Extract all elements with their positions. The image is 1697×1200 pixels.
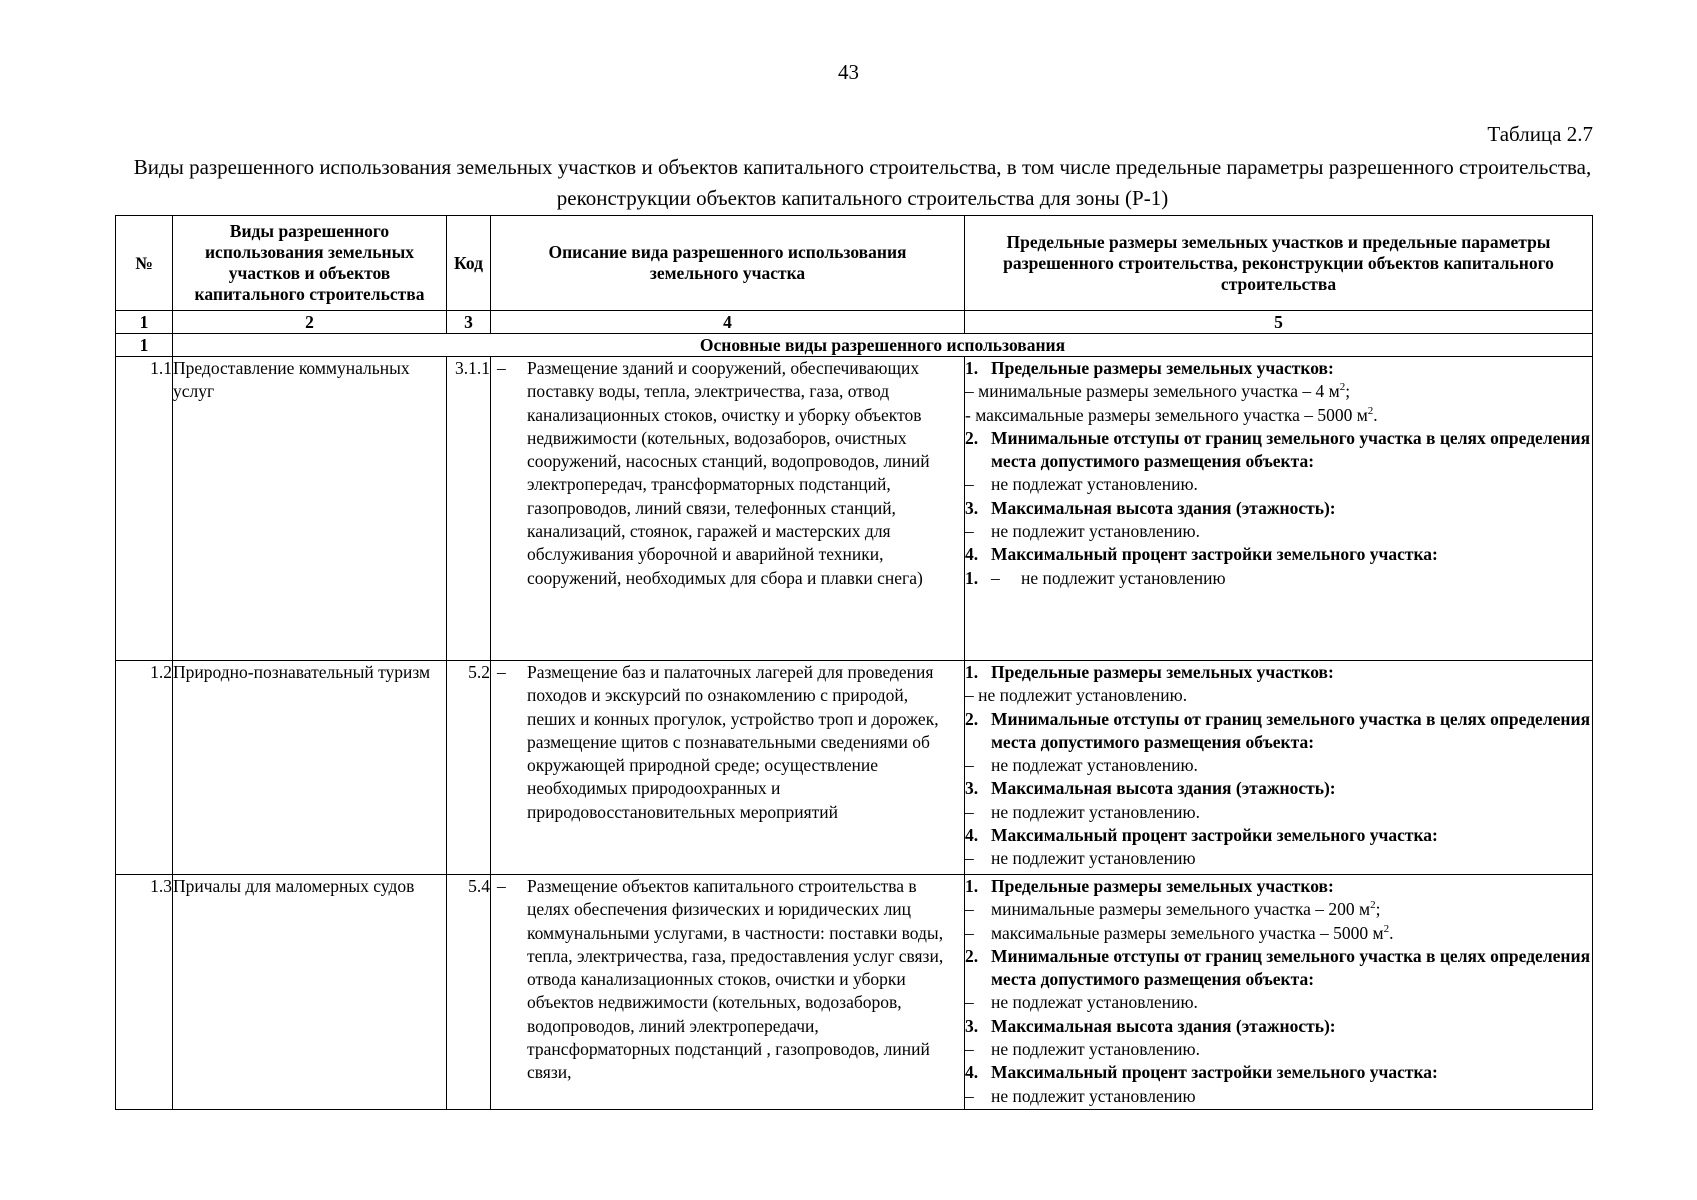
dash-marker: –: [965, 755, 974, 776]
param-heading: Максимальная высота здания (этажность):: [991, 1015, 1336, 1036]
page-number: 43: [838, 60, 859, 84]
row-desc: Размещение зданий и сооружений, обеспечивающих поставку воды, тепла, электричества, газа, отвод канализационных стоков, очистку и уборку объектов недвижимости (котельных, водозаборов, очистных сооружений, насосных станций, водопроводов, линий электропередач, трансформаторных подстанций, газопроводов, линий связи, телефонных станций, канализаций, стоянок, гаражей и мастерских для обслуживания уборочной и аварийной техники, сооружений, необходимых для сбора и плавки снега): [527, 358, 930, 588]
dash-marker: –: [965, 521, 974, 542]
param-value: не подлежат установлению.: [991, 755, 1198, 776]
row-desc-cell: [491, 875, 965, 1110]
col-number: 3: [447, 311, 491, 334]
col-number: 4: [491, 311, 965, 334]
table-header-row: [116, 216, 1593, 311]
param-value: не подлежат установлению.: [991, 992, 1198, 1013]
param-value: не подлежит установлению: [991, 1085, 1196, 1106]
param-value: не подлежит установлению.: [991, 521, 1200, 542]
row-params: [965, 875, 1593, 1110]
list-number: 1.: [965, 876, 979, 896]
param-value: не подлежит установлению.: [991, 1039, 1200, 1060]
table-row: [116, 875, 1593, 1110]
dash-marker: –: [965, 1085, 974, 1106]
header-desc: Описание вида разрешенного использования земельного участка: [491, 216, 965, 311]
dash-marker: –: [965, 992, 974, 1013]
param-heading: Минимальные отступы от границ земельного участка в целях определения места допустимого размещения объекта:: [991, 427, 1591, 472]
header-name: Виды разрешенного использования земельных участков и объектов капитального строительства: [173, 216, 447, 311]
list-number: 3.: [965, 497, 979, 518]
param-heading: Максимальный процент застройки земельного участка:: [991, 825, 1438, 846]
section-num: 1: [116, 334, 173, 357]
param-heading: Предельные размеры земельных участков:: [991, 358, 1334, 378]
list-number: 4.: [965, 544, 979, 565]
row-params: [965, 661, 1593, 875]
punct: .: [1389, 922, 1394, 943]
dash-marker: –: [497, 876, 506, 896]
row-num: 1.1: [116, 357, 173, 661]
row-params: [965, 357, 1593, 661]
param-value: не подлежат установлению.: [991, 474, 1198, 495]
header-params: Предельные размеры земельных участков и предельные параметры разрешенного строительства, реконструкции объектов капитального строительства: [965, 216, 1593, 311]
row-num: 1.2: [116, 661, 173, 875]
param-value: минимальные размеры земельного участка – 200 м: [991, 899, 1371, 920]
param-value: максимальные размеры земельного участка – 5000 м: [991, 922, 1384, 943]
param-heading: Минимальные отступы от границ земельного участка в целях определения места допустимого размещения объекта:: [991, 945, 1591, 990]
param-heading: Минимальные отступы от границ земельного участка в целях определения места допустимого размещения объекта:: [991, 708, 1591, 752]
param-heading: Максимальная высота здания (этажность):: [991, 778, 1336, 799]
superscript: 2: [1339, 381, 1346, 394]
list-number: 1.: [965, 358, 979, 378]
superscript: 2: [1370, 899, 1376, 912]
punct: ;: [1375, 899, 1381, 920]
dash-marker: –: [965, 474, 974, 495]
table-row: [116, 661, 1593, 875]
dash-marker: –: [965, 848, 974, 869]
col-number: 1: [116, 311, 173, 334]
row-name: Природно-познавательный туризм: [173, 661, 447, 875]
list-number: 2.: [965, 708, 979, 729]
row-num: 1.3: [116, 875, 173, 1110]
list-number: 3.: [965, 778, 979, 799]
param-heading: Максимальная высота здания (этажность):: [991, 497, 1336, 518]
section-title: Основные виды разрешенного использования: [173, 334, 1593, 357]
row-name: Предоставление коммунальных услуг: [173, 357, 447, 661]
dash-marker: –: [965, 922, 974, 943]
dash-marker: –: [965, 801, 974, 822]
dash-marker: –: [965, 1039, 974, 1060]
list-number: 4.: [965, 1062, 979, 1083]
column-number-row: [116, 311, 1593, 334]
superscript: 2: [1383, 922, 1390, 935]
param-heading: Предельные размеры земельных участков:: [991, 876, 1334, 896]
row-desc-cell: [491, 357, 965, 661]
row-code: 5.4: [447, 875, 491, 1110]
table-label: Таблица 2.7: [1487, 122, 1593, 146]
param-heading: Максимальный процент застройки земельного участка:: [991, 544, 1438, 565]
table-row: [116, 357, 1593, 661]
punct: .: [1373, 404, 1378, 425]
list-number: 4.: [965, 825, 979, 846]
param-heading: Предельные размеры земельных участков:: [991, 662, 1334, 682]
table-title: Виды разрешенного использования земельных участков и объектов капитального строительства, в том числе предельные параметры разрешенного строительства, реконструкции объектов капитального строительства для зоны (Р-1): [133, 155, 1592, 210]
param-value: не подлежит установлению: [991, 848, 1196, 869]
list-number: 3.: [965, 1015, 979, 1036]
dash-marker: –: [965, 899, 974, 920]
header-num: №: [116, 216, 173, 311]
list-number: 2.: [965, 945, 979, 966]
row-desc: Размещение баз и палаточных лагерей для проведения походов и экскурсий по ознакомлению с природой, пеших и конных прогулок, устройство троп и дорожек, размещение щитов с познавательными сведениями об окружающей природной среде; осуществление необходимых природоохранных и природовосстановительных мероприятий: [527, 662, 939, 822]
zoning-table: [115, 215, 1593, 1110]
superscript: 2: [1367, 404, 1374, 417]
dash-marker: –: [497, 662, 506, 682]
param-value: - максимальные размеры земельного участка – 5000 м: [965, 404, 1368, 425]
list-number: 2.: [965, 427, 979, 448]
row-name: Причалы для маломерных судов: [173, 875, 447, 1110]
param-value: – минимальные размеры земельного участка – 4 м: [965, 381, 1340, 402]
row-desc-cell: [491, 661, 965, 875]
col-number: 2: [173, 311, 447, 334]
section-row: [116, 334, 1593, 357]
list-number: 1.: [965, 662, 979, 682]
col-number: 5: [965, 311, 1593, 334]
param-heading: Максимальный процент застройки земельного участка:: [991, 1062, 1438, 1083]
param-value: – не подлежит установлению.: [965, 685, 1188, 706]
param-value: не подлежит установлению: [1021, 567, 1226, 588]
param-value: не подлежит установлению.: [991, 801, 1200, 822]
list-number: 1.: [965, 567, 979, 588]
row-code: 5.2: [447, 661, 491, 875]
row-code: 3.1.1: [447, 357, 491, 661]
header-code: Код: [447, 216, 491, 311]
row-desc: Размещение объектов капитального строительства в целях обеспечения физических и юридических лиц коммунальными услугами, в частности: поставки воды, тепла, электричества, газа, предоставления услуг связи, отвода канализационных стоков, очистки и уборки объектов недвижимости (котельных, водозаборов, водопроводов, линий электропередачи, трансформаторных подстанций , газопроводов, линий связи,: [527, 876, 944, 1083]
punct: ;: [1345, 381, 1351, 402]
dash-marker: –: [991, 567, 1000, 588]
dash-marker: –: [497, 358, 506, 378]
